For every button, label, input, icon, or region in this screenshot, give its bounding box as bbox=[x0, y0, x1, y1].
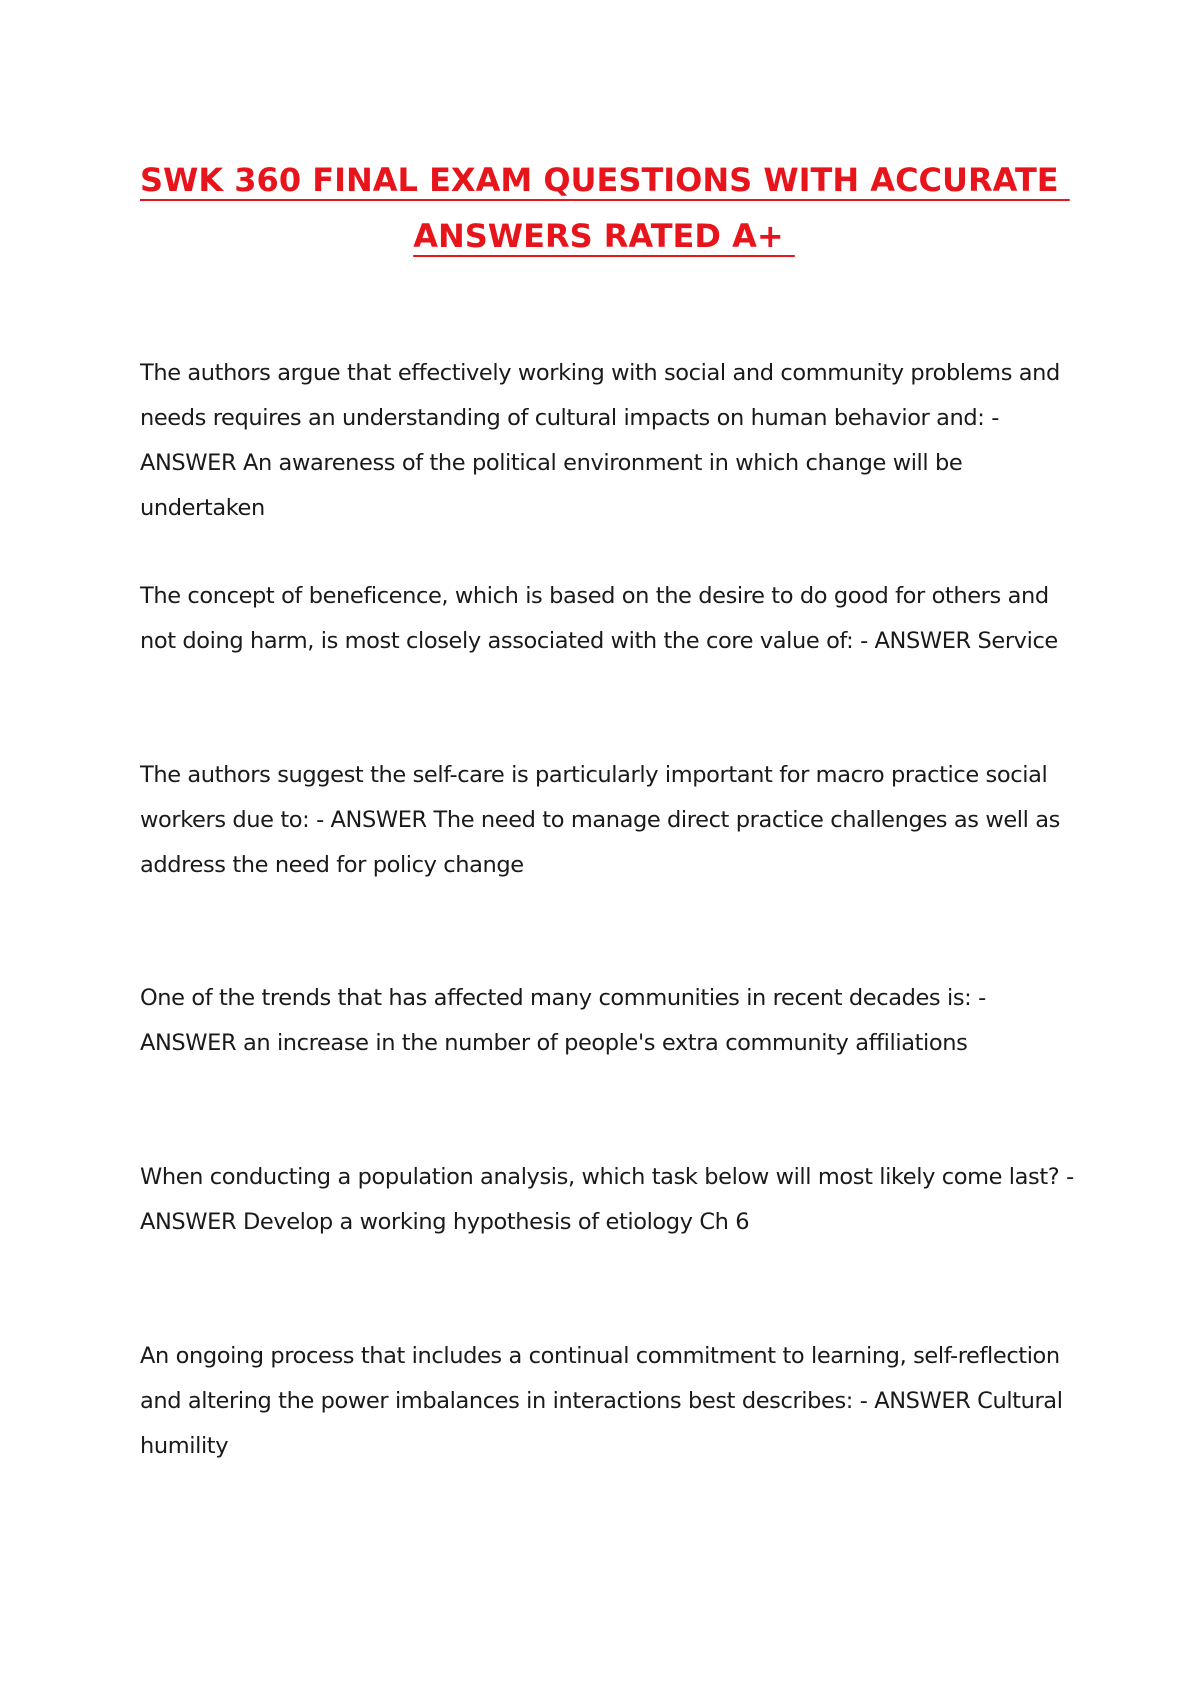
document-title bbox=[140, 152, 1068, 264]
question-answer-5: When conducting a population analysis, which task below will most likely come last? - ANSWER Develop a working hypothesis of etiology Ch 6 bbox=[140, 1164, 1074, 1235]
question-answer-1: The authors argue that effectively working with social and community problems and needs requires an understanding of cultural impacts on human behavior and: - ANSWER An awareness of the political environment in which change will be undertaken bbox=[140, 360, 1060, 521]
title-line-2: ANSWERS RATED A+ bbox=[413, 217, 795, 255]
title-line-1: SWK 360 FINAL EXAM QUESTIONS WITH ACCURATE bbox=[140, 161, 1070, 199]
question-answer-6: An ongoing process that includes a continual commitment to learning, self-reflection and altering the power imbalances in interactions best describes: - ANSWER Cultural humility bbox=[140, 1343, 1063, 1459]
question-answer-3: The authors suggest the self-care is particularly important for macro practice social workers due to: - ANSWER The need to manage direct practice challenges as well as address the need for policy change bbox=[140, 762, 1060, 878]
question-answer-4: One of the trends that has affected many communities in recent decades is: - ANSWER an increase in the number of people's extra community affiliations bbox=[140, 985, 986, 1056]
question-answer-2: The concept of beneficence, which is based on the desire to do good for others and not doing harm, is most closely associated with the core value of: - ANSWER Service bbox=[140, 583, 1058, 654]
